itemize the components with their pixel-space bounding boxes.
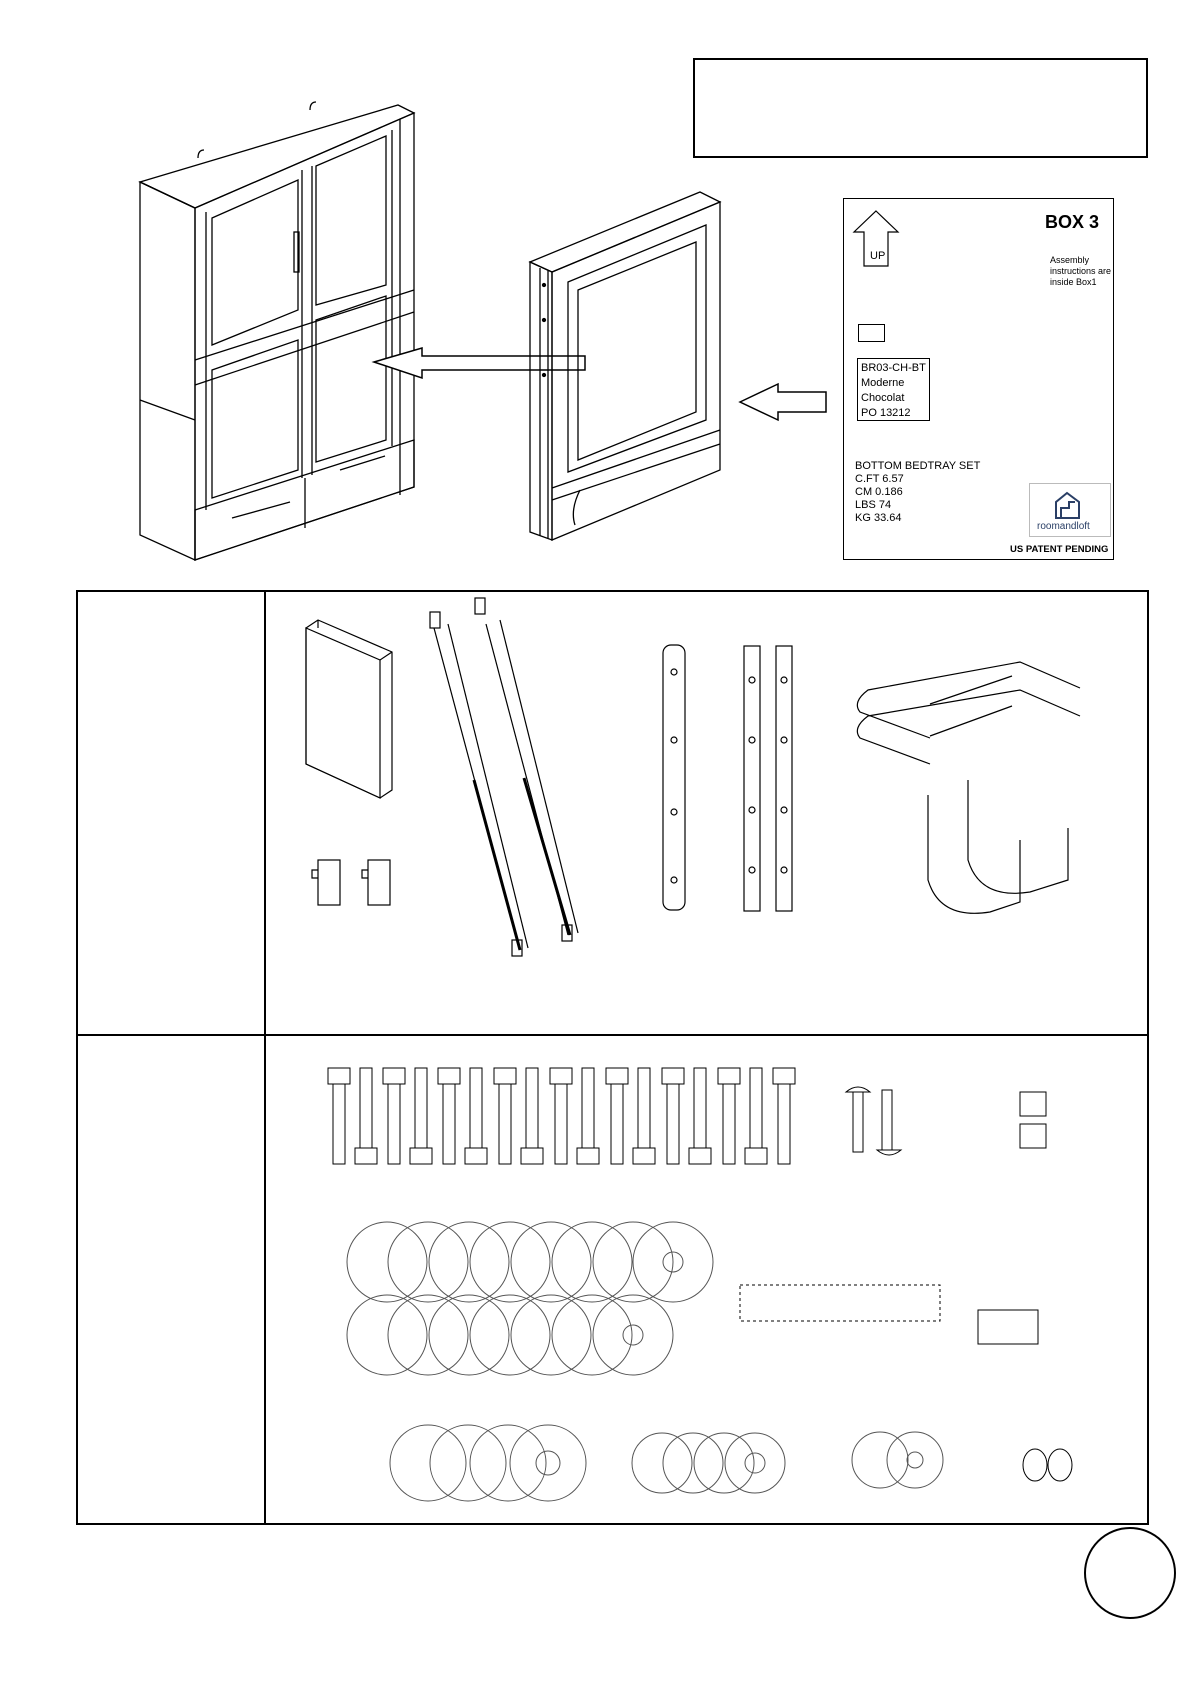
carriage-bolts bbox=[846, 1087, 901, 1155]
spec-line: C.FT 6.57 bbox=[855, 473, 904, 485]
nuts bbox=[1020, 1092, 1046, 1148]
small-bolts bbox=[740, 1285, 1038, 1344]
bolts-group bbox=[328, 1068, 795, 1164]
spec-line: CM 0.186 bbox=[855, 486, 903, 498]
page-number-circle bbox=[1084, 1527, 1176, 1619]
set-name: BOTTOM BEDTRAY SET bbox=[855, 460, 981, 472]
code-line: BR03-CH-BT bbox=[861, 362, 926, 374]
spec-line: LBS 74 bbox=[855, 499, 892, 511]
patent-text: US PATENT PENDING bbox=[1010, 544, 1109, 555]
medium-washers bbox=[390, 1425, 943, 1501]
code-line: PO 13212 bbox=[861, 407, 911, 419]
code-line: Moderne bbox=[861, 377, 905, 389]
box-title: BOX 3 bbox=[1045, 212, 1100, 232]
spec-line: KG 33.64 bbox=[855, 512, 902, 524]
code-line: Chocolat bbox=[861, 392, 905, 404]
assembly-note: Assembly instructions are inside Box1 bbox=[1050, 255, 1112, 287]
large-washers bbox=[347, 1222, 713, 1375]
brand-name: roomandloft bbox=[1037, 521, 1090, 532]
up-label: UP bbox=[870, 250, 886, 262]
lock-washers bbox=[1023, 1449, 1072, 1481]
